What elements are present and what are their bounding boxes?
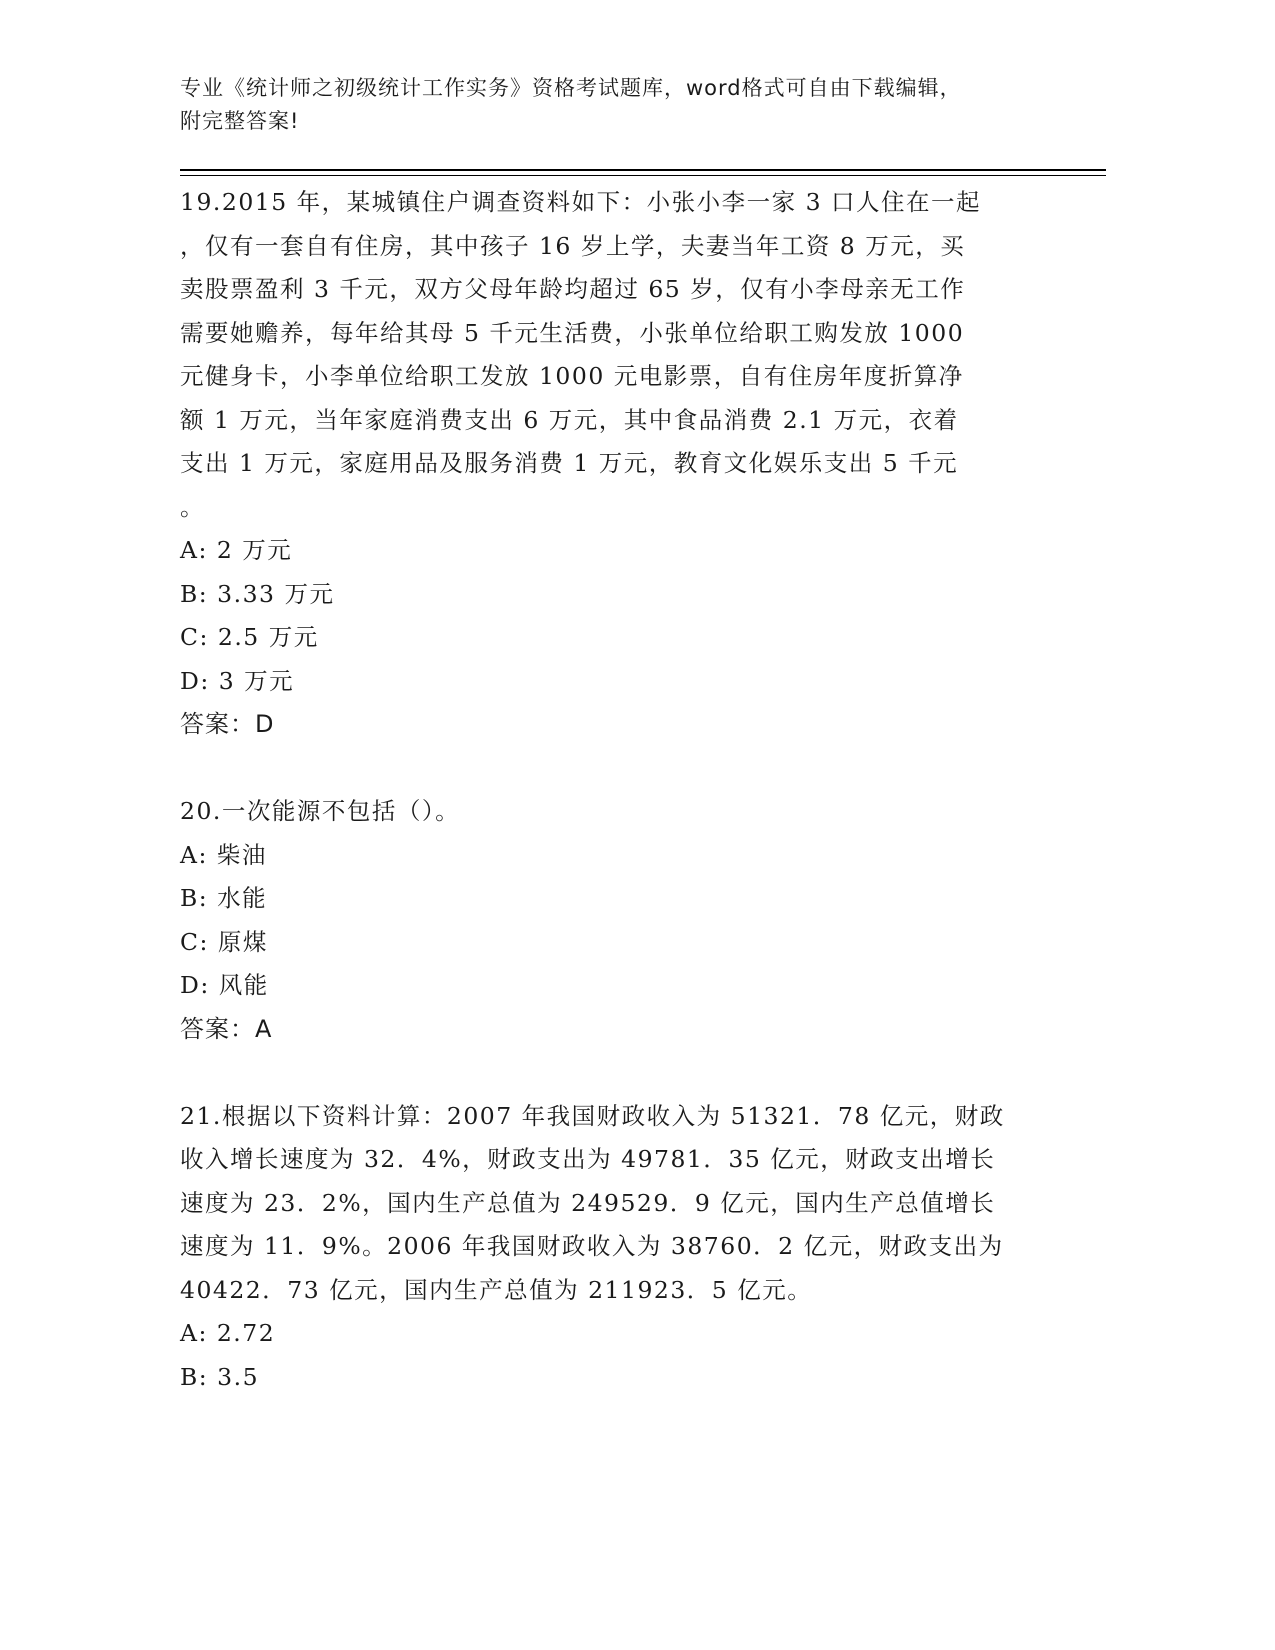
option-d: D: 风能 — [180, 971, 269, 999]
question-text-line: 19.2015 年，某城镇住户调查资料如下：小张小李一家 3 口人住在一起 — [180, 188, 982, 216]
question-21 — [180, 1095, 1040, 1400]
option-b: B: 3.33 万元 — [180, 579, 335, 608]
option-b: B: 水能 — [180, 884, 268, 912]
option-a: A: 柴油 — [180, 840, 267, 869]
question-text-line: 速度为 23．2%，国内生产总值为 249529．9 亿元，国内生产总值增长 — [180, 1188, 996, 1217]
question-text-line: 20.一次能源不包括（）。 — [180, 797, 461, 825]
question-19 — [180, 181, 1040, 747]
option-c: C: 原煤 — [180, 927, 268, 956]
question-20 — [180, 790, 1040, 1051]
answer-label: 答案：D — [180, 710, 275, 738]
question-text-line: 额 1 万元，当年家庭消费支出 6 万元，其中食品消费 2.1 万元，衣着 — [180, 405, 959, 434]
question-text-line: ，仅有一套自有住房，其中孩子 16 岁上学，夫妻当年工资 8 万元，买 — [180, 231, 966, 260]
spacer — [180, 747, 1040, 791]
question-text-line: 需要她赡养，每年给其母 5 千元生活费，小张单位给职工购发放 1000 — [180, 318, 965, 347]
header-line-1: 专业《统计师之初级统计工作实务》资格考试题库，word格式可自由下载编辑， — [180, 76, 962, 100]
header-rule-thick — [180, 169, 1106, 171]
question-list — [180, 181, 1040, 1399]
header-line-2: 附完整答案! — [180, 109, 300, 133]
question-20-body — [180, 790, 1040, 834]
option-a: A: 2 万元 — [180, 536, 293, 564]
option-d: D: 3 万元 — [180, 666, 295, 695]
header-rule-thin — [180, 175, 1106, 176]
answer-label: 答案：A — [180, 1014, 273, 1043]
question-21-body — [180, 1095, 1040, 1313]
question-text-line: 21.根据以下资料计算：2007 年我国财政收入为 51321．78 亿元，财政 — [180, 1101, 1005, 1130]
question-text-line: 速度为 11．9%。2006 年我国财政收入为 38760．2 亿元，财政支出为 — [180, 1232, 1004, 1260]
option-a: A: 2.72 — [180, 1319, 276, 1347]
option-b: B: 3.5 — [180, 1362, 260, 1391]
spacer — [180, 1051, 1040, 1095]
question-text-line: 收入增长速度为 32．4%，财政支出为 49781．35 亿元，财政支出增长 — [180, 1145, 996, 1173]
question-text-line: 卖股票盈利 3 千元，双方父母年龄均超过 65 岁，仅有小李母亲无工作 — [180, 275, 966, 303]
question-text-line: 支出 1 万元，家庭用品及服务消费 1 万元，教育文化娱乐支出 5 千元 — [180, 449, 959, 477]
question-text-line: 40422．73 亿元，国内生产总值为 211923．5 亿元。 — [180, 1275, 813, 1304]
question-text-line: 元健身卡，小李单位给职工发放 1000 元电影票，自有住房年度折算净 — [180, 362, 964, 390]
question-19-body — [180, 181, 1040, 529]
document-header — [180, 72, 1060, 138]
option-c: C: 2.5 万元 — [180, 623, 319, 651]
question-text-line: 。 — [180, 492, 205, 521]
